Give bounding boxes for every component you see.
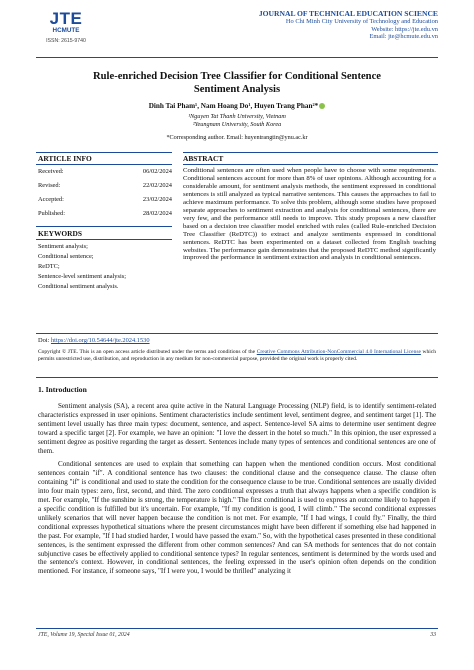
logo-sub: HCMUTE [52,27,80,34]
doi-link[interactable]: https://doi.org/10.54644/jte.2024.1530 [50,337,150,344]
copyright-rule [36,377,438,378]
keywords-mid-rule [36,239,172,240]
journal-website[interactable]: Website: https://jte.edu.vn [371,25,438,33]
abstract-heading: ABSTRACT [183,154,224,163]
abstract-bottom-rule [36,333,438,334]
revised-label: Revised: [38,182,61,189]
paragraph: Sentiment analysis (SA), a recent area quite active in the Natural Language Processing (NLP) field, is to identify sentiment-related characteristics expressed in user opinions. Sentiment characteristics include sentiment level, sentiment degree, and sentiment target [1]. The sentiment level usually has three main types: document, sentence, and aspect. Sentence-level SA aims to determine user sentiment degree toward a specific target [2]. For example, we have an opinion: "I love the dessert in the hotel so much." In this opinion, the user expressed a sentiment degree as positive regarding the target as dessert. Sentences include many types of sentences and conditional sentences are one of them. [38,402,436,455]
info-published [38,210,172,217]
license-link[interactable]: Creative Commons Attribution-NonCommercial 4.0 International License [256,349,421,355]
page-footer [38,632,436,638]
affiliation-1: ¹Nguyen Tat Thanh University, Vietnam [188,113,286,120]
keyword-item: Sentiment analysis; [38,243,88,250]
body-text [38,402,436,581]
abstract-text: Conditional sentences are often used when people have to choose with some requirements. Conditional sentences account for more than 8% of user opinions. Although accounting for a considerable amount, for sentiment analysis methods, the sentiment expressed in conditional sentences is still analyzed as typical narrative sentences. This causes the approaches to fail to achieve maximum performance. To solve this problem, although some studies have proposed separate approaches to sentiment extraction and analysis for conditional sentences, there are very few, and the performance still needs to improve. This study proposes a new classifier based on a decision tree classifier model enriched with rules (called Rule-enriched Decision Tree Classifier (ReDTC)) to extract and analyze sentiments expressed in conditional sentences. ReDTC has been experimented on a dataset collected from English teaching websites. The performance gain demonstrates that the proposed ReDTC method significantly improved the performance in sentiment extraction and analysis in conditional sentences. [183,167,436,262]
paragraph: Conditional sentences are used to explain that something can happen when the mentioned condition occurs. Most conditional sentences contain "if". A conditional sentence has two clauses: the conditional clause and the consequence clause. The clause often containing "if" is conditional and used to state the condition for the consequence clause to be true. Conditional sentences are usually divided into four main types: zero, first, second, and third. The zero conditional expresses a truth that always happens when a specific condition is met. For example, "If the sunshine is strong, the temperature is high." The first conditional is used to express an outcome likely to happen if a specific condition is fulfilled but it's uncertain. For example, "If my condition is good, I will climb." The second conditional expresses unlikely scenarios that will never happen because the condition is not met. For example, "If I had wings, I could fly." Finally, the third conditional expresses hypothetical situations where the present circumstances might have been different if something else had happened in the past. For example, "If I had studied harder, I would have passed the exam." So, with the hypothetical cases presented in these conditional sentences, is the sentiment expressed the different from other common sentences? And can SA methods for sentences that do not contain subjunctive cases be effectively applied to conditional sentence types? In regular sentences, sentiment is determined by the words used and the sentence's context. However, in conditional sentences, the feeling expressed in the user's opinion often depends on the condition mentioned. For instance, if someone says, "If I were you, I would be thrilled" analyzing it [38,460,436,576]
published-label: Published: [38,210,65,217]
journal-title: JOURNAL OF TECHNICAL EDUCATION SCIENCE [258,9,438,18]
revised-value: 22/02/2024 [142,182,172,189]
orcid-icon[interactable] [319,103,325,109]
copyright-suffix: which permits unrestricted use, distribution, and reproduction in any medium for non-commercial purpose, provided the original work is properly cited. [38,349,436,362]
keyword-item: ReDTC; [38,263,60,270]
accepted-label: Accepted: [38,196,64,203]
paper-title [40,70,434,96]
info-revised [38,182,172,189]
section-heading: 1. Introduction [38,385,87,394]
info-top-rule [36,152,172,153]
journal-university: Ho Chi Minh City University of Technology and Education [285,18,438,25]
footer-journal: JTE, Volume 19, Special Issue 01, 2024 [38,632,130,638]
author-names: Dinh Tai Pham¹, Nam Hoang Do¹, Huyen Trang Phan²* [148,102,319,110]
published-value: 28/02/2024 [142,210,172,217]
abstract-mid-rule [183,164,438,165]
footer-rule [36,628,438,629]
affiliation-2: ²Yeungnam University, South Korea [192,121,282,128]
info-mid-rule [36,164,172,165]
corresponding-author: *Corresponding author. Email: huyentrangtin@ynu.ac.kr [166,134,308,141]
keywords-heading: KEYWORDS [38,229,82,238]
info-received [38,168,172,175]
issn: ISSN: 2615-9740 [46,38,86,44]
title-line-1: Rule-enriched Decision Tree Classifier for Conditional Sentence [93,71,381,82]
journal-logo [36,10,96,44]
keyword-item: Sentence-level sentiment analysis; [38,273,127,280]
journal-header [178,9,438,41]
doi [38,337,150,344]
abstract-top-rule [183,152,438,153]
received-label: Received: [38,168,64,175]
journal-email[interactable]: Email: jte@hcmute.edu.vn [369,33,438,41]
header-rule [36,57,438,58]
copyright-notice [38,349,436,363]
logo-mark: JTE [49,9,83,28]
copyright-prefix: Copyright © JTE. This is an open access article distributed under the terms and conditions of the [38,349,257,355]
authors [40,102,434,110]
received-value: 06/02/2024 [142,168,172,175]
doi-label: Doi: [38,337,51,344]
keyword-item: Conditional sentence; [38,253,94,260]
info-accepted [38,196,172,203]
accepted-value: 23/02/2024 [142,196,172,203]
keyword-item: Conditional sentiment analysis. [38,283,119,290]
title-line-2: Sentiment Analysis [193,84,281,95]
page-number: 33 [430,632,436,638]
keywords-top-rule [36,226,172,227]
article-info-heading: ARTICLE INFO [38,154,92,163]
